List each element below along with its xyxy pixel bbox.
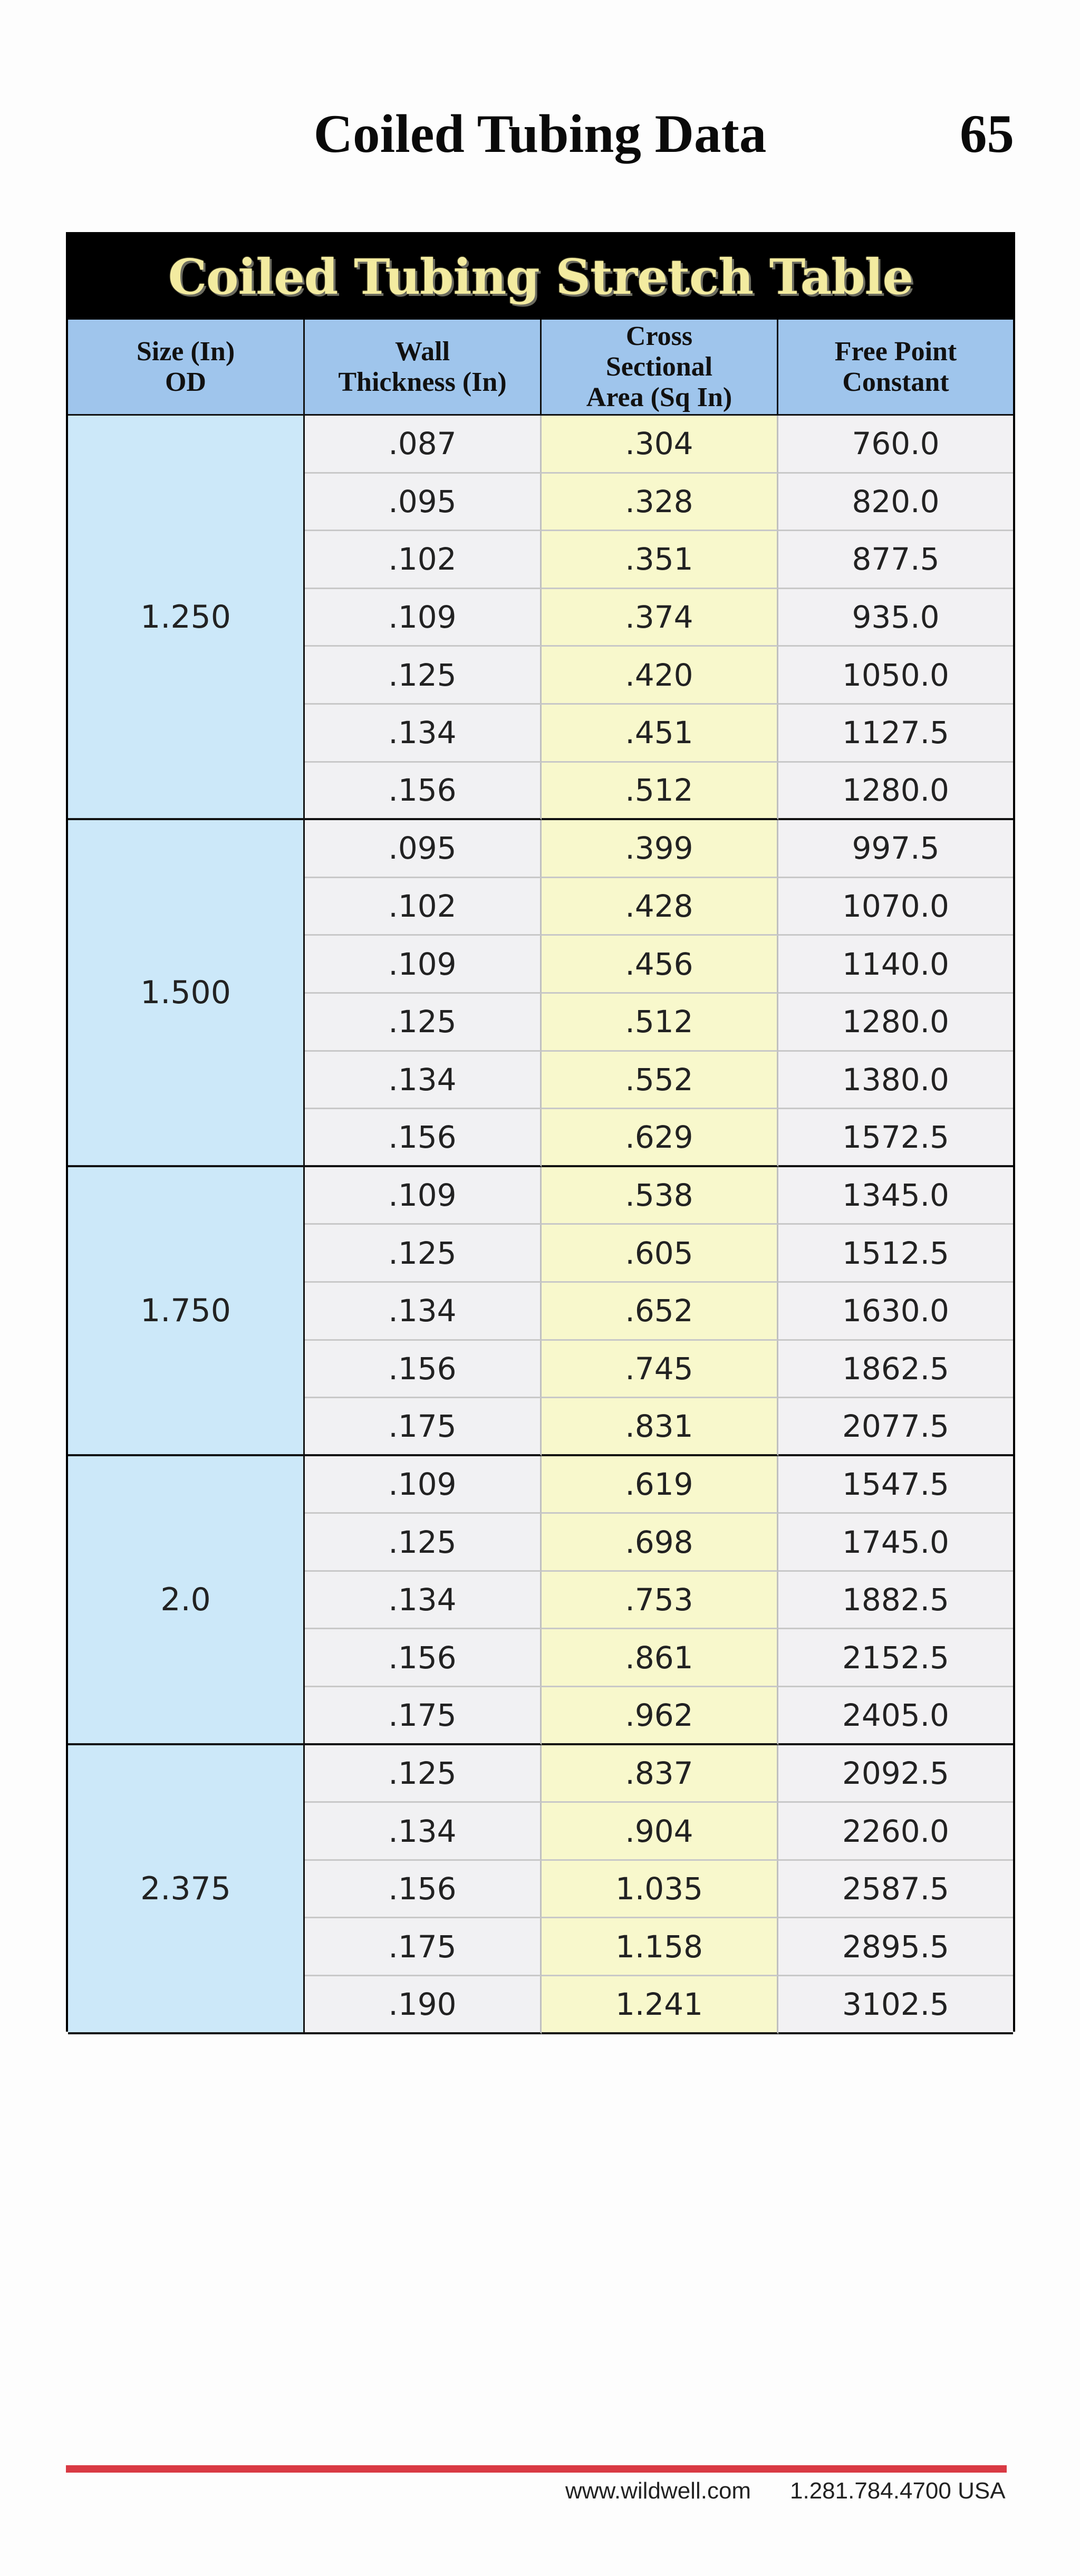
wall-thickness-cell: .134 <box>305 705 542 763</box>
od-size-cell: 2.375 <box>68 1745 305 2034</box>
wall-thickness-cell: .109 <box>305 589 542 647</box>
cross-section-area-cell: .629 <box>542 1109 778 1167</box>
wall-thickness-cell: .125 <box>305 1745 542 1803</box>
column-header: Free Point Constant <box>778 320 1013 416</box>
free-point-constant-cell: 820.0 <box>778 474 1013 532</box>
cross-section-area-cell: 1.035 <box>542 1861 778 1919</box>
cross-section-area-cell: .428 <box>542 878 778 936</box>
free-point-constant-cell: 2587.5 <box>778 1861 1013 1919</box>
wall-thickness-cell: .156 <box>305 1109 542 1167</box>
wall-thickness-cell: .156 <box>305 1629 542 1687</box>
cross-section-area-cell: .904 <box>542 1803 778 1861</box>
cross-section-area-cell: .538 <box>542 1167 778 1225</box>
footer-phone: 1.281.784.4700 USA <box>790 2478 1006 2504</box>
column-header: Wall Thickness (In) <box>305 320 542 416</box>
free-point-constant-cell: 1630.0 <box>778 1283 1013 1341</box>
free-point-constant-cell: 1862.5 <box>778 1341 1013 1399</box>
free-point-constant-cell: 1280.0 <box>778 994 1013 1052</box>
wall-thickness-cell: .125 <box>305 994 542 1052</box>
wall-thickness-cell: .156 <box>305 1861 542 1919</box>
cross-section-area-cell: .451 <box>542 705 778 763</box>
cross-section-area-cell: 1.158 <box>542 1918 778 1976</box>
free-point-constant-cell: 1070.0 <box>778 878 1013 936</box>
cross-section-area-cell: .753 <box>542 1572 778 1630</box>
cross-section-area-cell: .652 <box>542 1283 778 1341</box>
wall-thickness-cell: .109 <box>305 1167 542 1225</box>
free-point-constant-cell: 3102.5 <box>778 1976 1013 2034</box>
free-point-constant-cell: 877.5 <box>778 531 1013 589</box>
page-title: Coiled Tubing Data <box>313 104 767 164</box>
od-size-cell: 2.0 <box>68 1456 305 1745</box>
cross-section-area-cell: .837 <box>542 1745 778 1803</box>
wall-thickness-cell: .175 <box>305 1398 542 1456</box>
wall-thickness-cell: .156 <box>305 1341 542 1399</box>
free-point-constant-cell: 2405.0 <box>778 1687 1013 1745</box>
free-point-constant-cell: 1280.0 <box>778 763 1013 821</box>
cross-section-area-cell: .831 <box>542 1398 778 1456</box>
cross-section-area-cell: .605 <box>542 1225 778 1283</box>
column-header: Size (In) OD <box>68 320 305 416</box>
free-point-constant-cell: 1745.0 <box>778 1514 1013 1572</box>
cross-section-area-cell: .456 <box>542 936 778 994</box>
free-point-constant-cell: 1380.0 <box>778 1052 1013 1110</box>
cross-section-area-cell: .399 <box>542 820 778 878</box>
footer-divider <box>66 2465 1007 2473</box>
wall-thickness-cell: .134 <box>305 1572 542 1630</box>
cross-section-area-cell: .420 <box>542 647 778 705</box>
free-point-constant-cell: 2260.0 <box>778 1803 1013 1861</box>
free-point-constant-cell: 2152.5 <box>778 1629 1013 1687</box>
wall-thickness-cell: .125 <box>305 1514 542 1572</box>
footer-website: www.wildwell.com <box>565 2478 751 2504</box>
wall-thickness-cell: .125 <box>305 647 542 705</box>
wall-thickness-cell: .134 <box>305 1803 542 1861</box>
cross-section-area-cell: .861 <box>542 1629 778 1687</box>
od-size-cell: 1.750 <box>68 1167 305 1456</box>
stretch-table <box>66 232 1015 2032</box>
cross-section-area-cell: .552 <box>542 1052 778 1110</box>
free-point-constant-cell: 1345.0 <box>778 1167 1013 1225</box>
wall-thickness-cell: .156 <box>305 763 542 821</box>
wall-thickness-cell: .109 <box>305 936 542 994</box>
wall-thickness-cell: .095 <box>305 820 542 878</box>
cross-section-area-cell: .351 <box>542 531 778 589</box>
table-banner <box>68 234 1013 320</box>
free-point-constant-cell: 1140.0 <box>778 936 1013 994</box>
wall-thickness-cell: .134 <box>305 1283 542 1341</box>
free-point-constant-cell: 1512.5 <box>778 1225 1013 1283</box>
cross-section-area-cell: 1.241 <box>542 1976 778 2034</box>
column-header: Cross Sectional Area (Sq In) <box>542 320 778 416</box>
cross-section-area-cell: .512 <box>542 763 778 821</box>
wall-thickness-cell: .095 <box>305 474 542 532</box>
free-point-constant-cell: 1572.5 <box>778 1109 1013 1167</box>
wall-thickness-cell: .125 <box>305 1225 542 1283</box>
free-point-constant-cell: 1127.5 <box>778 705 1013 763</box>
cross-section-area-cell: .745 <box>542 1341 778 1399</box>
wall-thickness-cell: .175 <box>305 1918 542 1976</box>
od-size-cell: 1.250 <box>68 416 305 820</box>
wall-thickness-cell: .190 <box>305 1976 542 2034</box>
free-point-constant-cell: 2092.5 <box>778 1745 1013 1803</box>
wall-thickness-cell: .134 <box>305 1052 542 1110</box>
free-point-constant-cell: 760.0 <box>778 416 1013 474</box>
cross-section-area-cell: .374 <box>542 589 778 647</box>
wall-thickness-cell: .102 <box>305 878 542 936</box>
free-point-constant-cell: 1882.5 <box>778 1572 1013 1630</box>
cross-section-area-cell: .328 <box>542 474 778 532</box>
free-point-constant-cell: 1547.5 <box>778 1456 1013 1514</box>
free-point-constant-cell: 1050.0 <box>778 647 1013 705</box>
wall-thickness-cell: .102 <box>305 531 542 589</box>
table-title: Coiled Tubing Stretch Table <box>168 248 913 305</box>
free-point-constant-cell: 997.5 <box>778 820 1013 878</box>
cross-section-area-cell: .962 <box>542 1687 778 1745</box>
free-point-constant-cell: 935.0 <box>778 589 1013 647</box>
cross-section-area-cell: .619 <box>542 1456 778 1514</box>
wall-thickness-cell: .175 <box>305 1687 542 1745</box>
page-number: 65 <box>960 104 1014 164</box>
cross-section-area-cell: .304 <box>542 416 778 474</box>
od-size-cell: 1.500 <box>68 820 305 1167</box>
free-point-constant-cell: 2895.5 <box>778 1918 1013 1976</box>
table-grid <box>68 320 1013 2034</box>
cross-section-area-cell: .512 <box>542 994 778 1052</box>
free-point-constant-cell: 2077.5 <box>778 1398 1013 1456</box>
wall-thickness-cell: .109 <box>305 1456 542 1514</box>
cross-section-area-cell: .698 <box>542 1514 778 1572</box>
wall-thickness-cell: .087 <box>305 416 542 474</box>
